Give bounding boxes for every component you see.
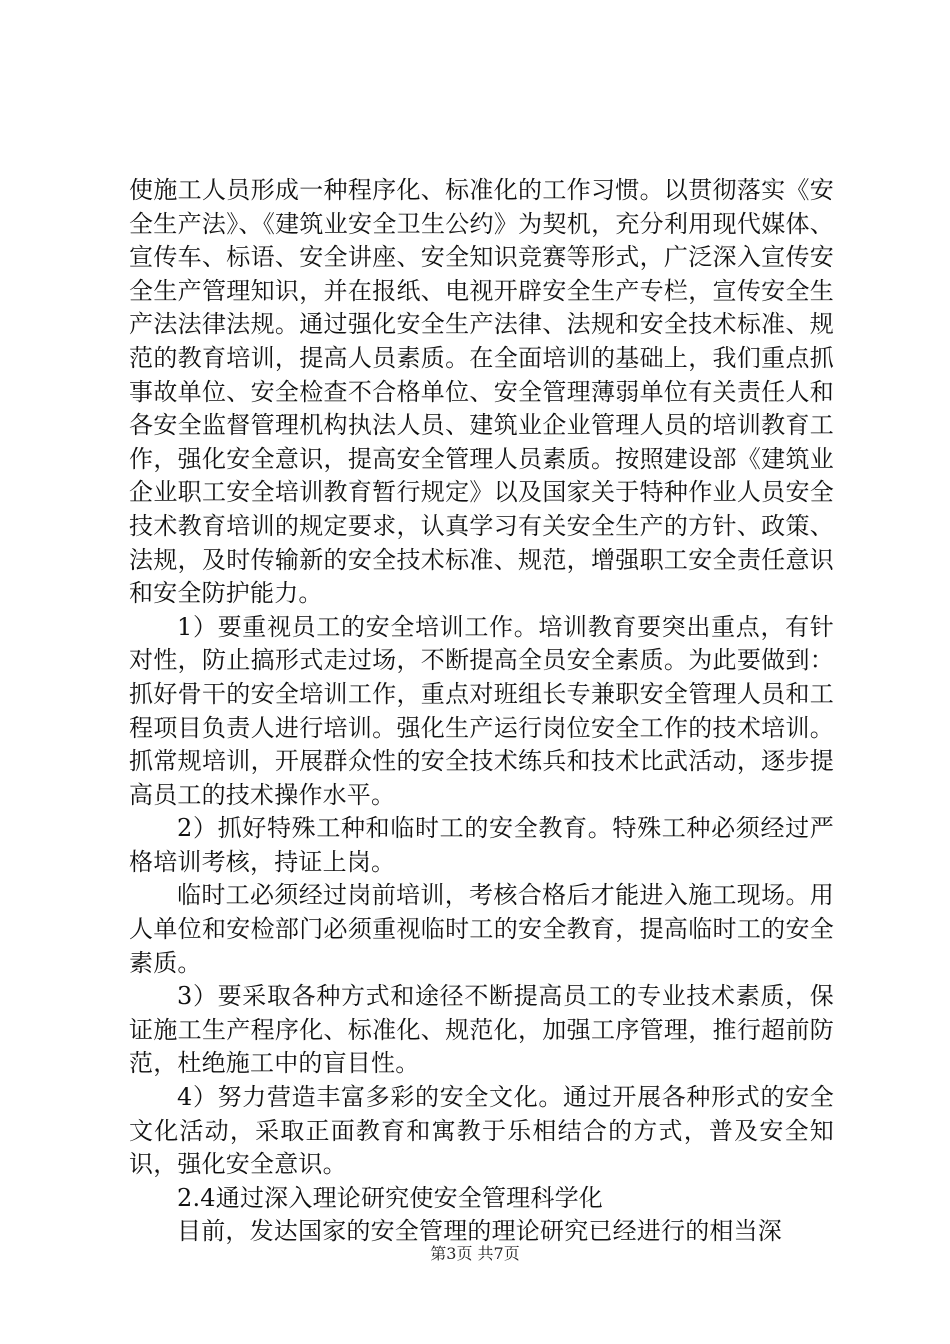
document-body (129, 174, 834, 1249)
paragraph-3: 2）抓好特殊工种和临时工的安全教育。特殊工种必须经过严格培训考核，持证上岗。 (129, 814, 834, 876)
paragraph-2: 1）要重视员工的安全培训工作。培训教育要突出重点，有针对性，防止搞形式走过场，不断提高全员安全素质。为此要做到：抓好骨干的安全培训工作，重点对班组长专兼职安全管理人员和工程项目负责人进行培训。强化生产运行岗位安全工作的技术培训。抓常规培训，开展群众性的安全技术练兵和技术比武活动，逐步提高员工的技术操作水平。 (129, 612, 834, 809)
page-number-label: 第3页 共7页 (430, 1244, 520, 1263)
section-heading: 2.4通过深入理论研究使安全管理科学化 (177, 1183, 603, 1212)
paragraph-1: 使施工人员形成一种程序化、标准化的工作习惯。以贯彻落实《安全生产法》、《建筑业安全卫生公约》为契机，充分利用现代媒体、宣传车、标语、安全讲座、安全知识竞赛等形式，广泛深入宣传安全生产管理知识，并在报纸、电视开辟安全生产专栏，宣传安全生产法法律法规。通过强化安全生产法律、法规和安全技术标准、规范的教育培训，提高人员素质。在全面培训的基础上，我们重点抓事故单位、安全检查不合格单位、安全管理薄弱单位有关责任人和各安全监督管理机构执法人员、建筑业企业管理人员的培训教育工作，强化安全意识，提高安全管理人员素质。按照建设部《建筑业企业职工安全培训教育暂行规定》以及国家关于特种作业人员安全技术教育培训的规定要求，认真学习有关安全生产的方针、政策、法规，及时传输新的安全技术标准、规范，增强职工安全责任意识和安全防护能力。 (129, 176, 834, 608)
page-footer (0, 1244, 950, 1264)
paragraph-6: 4）努力营造丰富多彩的安全文化。通过开展各种形式的安全文化活动，采取正面教育和寓教于乐相结合的方式，普及安全知识，强化安全意识。 (129, 1083, 834, 1179)
paragraph-5: 3）要采取各种方式和途径不断提高员工的专业技术素质，保证施工生产程序化、标准化、规范化，加强工序管理，推行超前防范，杜绝施工中的盲目性。 (129, 982, 834, 1078)
paragraph-4: 临时工必须经过岗前培训，考核合格后才能进入施工现场。用人单位和安检部门必须重视临时工的安全教育，提高临时工的安全素质。 (129, 881, 834, 977)
paragraph-8: 目前，发达国家的安全管理的理论研究已经进行的相当深 (177, 1217, 782, 1246)
